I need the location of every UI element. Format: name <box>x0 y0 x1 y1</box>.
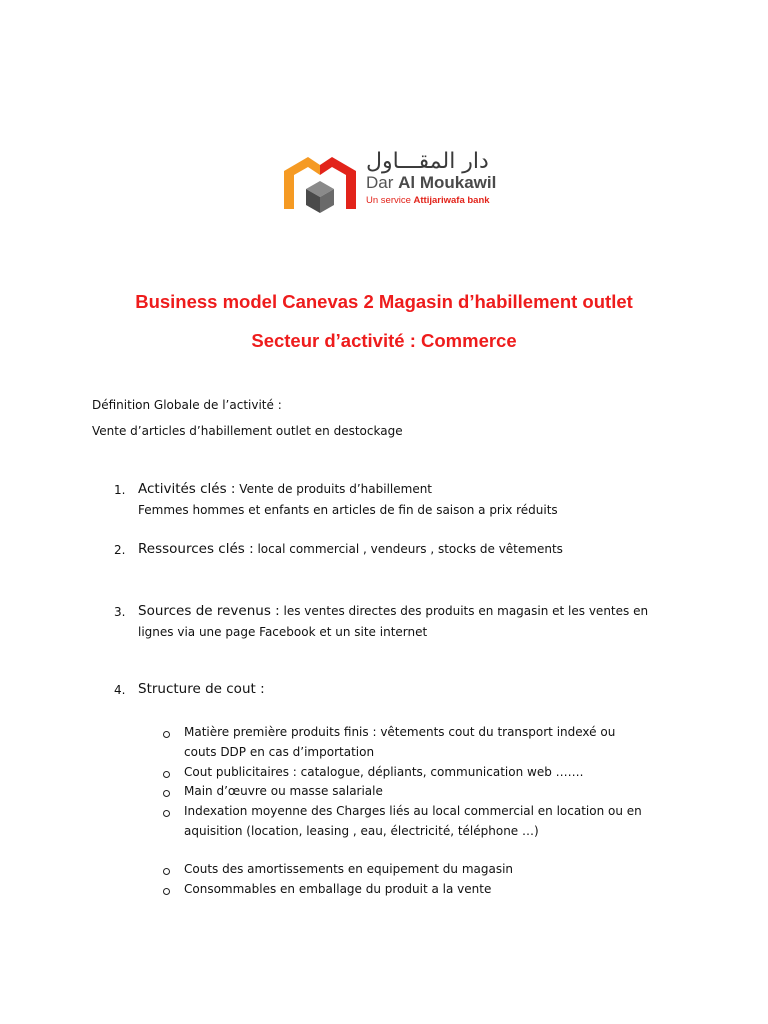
cost-item-2-line1: Cout publicitaires : catalogue, dépliants, communication web ……. <box>184 765 584 779</box>
section-1-line <box>138 481 432 497</box>
logo-brand-strong: Al Moukawil <box>398 173 497 192</box>
section-4-heading: Structure de cout : <box>138 681 265 697</box>
document-subtitle: Secteur d’activité : Commerce <box>251 330 517 351</box>
bullet-icon <box>163 790 170 797</box>
section-3-line <box>138 603 648 619</box>
logo-tagline-prefix: Un service <box>366 195 414 206</box>
logo-brand-name <box>366 174 496 192</box>
cost-item-5-line1: Couts des amortissements en equipement du magasin <box>184 862 514 876</box>
section-1-text: Vente de produits d’habillement <box>235 482 433 496</box>
section-3-text: les ventes directes des produits en magasin et les ventes en <box>279 604 649 618</box>
logo-tagline-strong: Attijariwafa bank <box>413 195 490 206</box>
cost-item-4-line1: Indexation moyenne des Charges liés au local commercial en location ou en <box>184 804 642 818</box>
cost-item-4-line2: aquisition (location, leasing , eau, électricité, téléphone …) <box>184 824 539 838</box>
bullet-icon <box>163 771 170 778</box>
bullet-icon <box>163 731 170 738</box>
logo-arabic-text: دار المقـــاول <box>366 149 489 174</box>
dar-al-moukawil-logo <box>282 149 497 216</box>
section-2-text: local commercial , vendeurs , stocks de vêtements <box>253 542 563 556</box>
logo-house-cube-icon <box>282 155 358 215</box>
logo-brand-prefix: Dar <box>366 173 399 192</box>
definition-text: Vente d’articles d’habillement outlet en destockage <box>92 424 403 438</box>
section-1-continuation: Femmes hommes et enfants en articles de fin de saison a prix réduits <box>138 503 558 517</box>
cost-item-1-line2: couts DDP en cas d’importation <box>184 745 375 759</box>
cost-item-3-line1: Main d’œuvre ou masse salariale <box>184 784 383 798</box>
section-3-number: 3. <box>114 605 126 619</box>
section-2-number: 2. <box>114 543 126 557</box>
section-3-continuation: lignes via une page Facebook et un site internet <box>138 625 428 639</box>
definition-label: Définition Globale de l’activité : <box>92 398 282 412</box>
section-1-number: 1. <box>114 483 126 497</box>
cost-item-1-line1: Matière première produits finis : vêtements cout du transport indexé ou <box>184 725 616 739</box>
bullet-icon <box>163 810 170 817</box>
bullet-icon <box>163 868 170 875</box>
section-4-line <box>138 681 265 697</box>
section-1-heading: Activités clés : <box>138 481 236 497</box>
cost-item-6-line1: Consommables en emballage du produit a la vente <box>184 882 492 896</box>
section-2-line <box>138 541 563 557</box>
section-2-heading: Ressources clés : <box>138 541 254 557</box>
bullet-icon <box>163 888 170 895</box>
section-3-heading: Sources de revenus : <box>138 603 280 619</box>
section-4-number: 4. <box>114 683 126 697</box>
logo-tagline <box>366 195 490 206</box>
document-title: Business model Canevas 2 Magasin d’habillement outlet <box>135 291 633 312</box>
